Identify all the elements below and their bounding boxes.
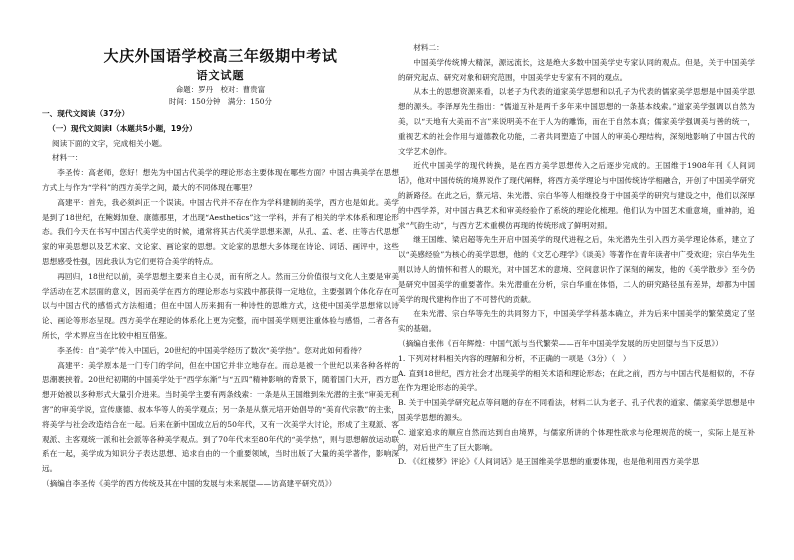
paragraph: 近代中国美学的现代转换，是在西方美学思想传入之后逐步完成的。王国维于1908年刊《人间词话》，他对中国传统的境界说作了现代阐释，将西方美学理论与中国传统诗学相融合，开创了中国美学研究的新路径。在此之后，蔡元培、朱光潜、宗白华等人相继投身于中国美学的研究与建设之中，他们以深厚的中西学养，对中国古典艺术和审美经验作了系统的理论化梳理。他们认为中国艺术重意境，重神韵，追求“气韵生动”，与西方艺术重模仿再现的传统形成了鲜明对照。 bbox=[398, 161, 755, 230]
source-citation: （摘编自李圣传《美学的西方传统及其在中国的发展与未来展望——访高建平研究员》） bbox=[42, 478, 337, 488]
exam-title: 大庆外国语学校高三年级期中考试 bbox=[103, 47, 338, 65]
exam-time-score: 时间：150分钟 满分：150分 bbox=[169, 96, 272, 106]
section-heading: 一、现代文阅读（37分） bbox=[42, 109, 130, 118]
left-column bbox=[42, 40, 399, 492]
material-label: 材料一： bbox=[52, 153, 83, 163]
paragraph: 高建平：美学原本是一门专门的学问，但在中国它并非立地存在。而总是被一个世纪以来各种各样的思潮裹挟着。20世纪初期的中国美学处于“西学东渐”与“五四”精神影响的背景下，随着国门大开，西方思想开始被以多种形式大量引介进来。当时美学主要有两条线索：一条是从王国维到朱光潜的主张“审美无利害”的审美学说，宣传康德、叔本华等人的美学观点；另一条是从蔡元培开始倡导的“美育代宗教”的主张，将美学与社会改造结合在一起。后来在新中国成立后的50年代，又有一次美学大讨论，形成了主观派、客观派、主客观统一派和社会派等各种美学观点。到了70年代末至80年代的“美学热”，则与思想解放运动联系在一起，美学成为知识分子表达思想、追求自由的一个重要领域，当时出版了大量的美学著作，影响深远。 bbox=[42, 360, 399, 474]
paragraph: 从本土的思想资源来看，以老子为代表的道家美学思想和以孔子为代表的儒家美学思想是中国美学思想的源头。李泽厚先生指出：“儒道互补是两千多年来中国思想的一条基本线索。”道家美学强调以自然为美，以“天地有大美而不言”来说明美不在于人为的雕饰，而在于自然本真；儒家美学强调美与善的统一，重视艺术的社会作用与道德教化功能，二者共同塑造了中国人的审美心理结构，深刻地影响了中国古代的文学艺术创作。 bbox=[398, 87, 755, 156]
paragraph: 在朱光潜、宗白华等先生的共同努力下，中国美学学科基本确立，并为后来中国美学的繁荣奠定了坚实的基础。 bbox=[398, 309, 755, 334]
reading-instruction: 阅读下面的文字，完成相关小题。 bbox=[52, 138, 167, 148]
subsection-heading: （一）现代文阅读Ⅰ（本题共5小题，19分） bbox=[48, 123, 197, 133]
paragraph: 李圣传：高老师，您好！想先为中国古代美学的理论形态主要体现在哪些方面？中国古典美学在思想方式上与作为“学科”的西方美学之间，最大的不同体现在哪里？ bbox=[42, 168, 399, 192]
option-a: A. 直到18世纪，西方社会才出现美学的相关术语和理论形态；在此之前，西方与中国古代是相似的，不存在作为理论形态的美学。 bbox=[398, 368, 755, 393]
paragraph: 高建平：首先，我必须纠正一个误读。中国古代并不存在作为学科建制的美学，西方也是如此。美学是到了18世纪，在鲍姆加登、康德那里，才出现“Aesthetics”这一学科，并有了相关的学术体系和理论形态。我们今天在书写中国古代美学史的时候，通常将其古代美学思想来源，从孔、孟、老、庄等古代思想家的审美思想以及艺术家、文论家、画论家的思想。文论家的思想大多体现在诗论、词话、画评中，这些思想感受性强，因此我认为它们更符合美学的特点。 bbox=[42, 197, 399, 266]
material-label: 材料二： bbox=[413, 43, 444, 52]
exam-subtitle: 语文试题 bbox=[196, 69, 245, 82]
paragraph: 中国美学传统博大精深，源远流长，这是绝大多数中国美学史专家认同的观点。但是，关于中国美学的研究起点、研究对象和研究范围，中国美学史专家有不同的观点。 bbox=[398, 57, 755, 82]
right-column bbox=[398, 41, 755, 470]
option-d: D. 《《红楼梦》评论》《人间词话》是王国维美学思想的重要体现，也是他利用西方美学思 bbox=[398, 457, 700, 467]
source-citation: （摘编自张伟《百年辉煌：中国气派与当代繁荣——百年中国美学发展的历史回望与当下反思》） bbox=[398, 338, 723, 348]
exam-authors: 命题：罗丹 校对：曹贵富 bbox=[175, 85, 266, 94]
option-c: C. 道家追求的顺应自然而达到自由境界，与儒家所讲的个体理性欲求与伦理规范的统一，实际上是互补的，对后世产生了巨大影响。 bbox=[398, 427, 755, 452]
paragraph: 继王国维、梁启超等先生开启中国美学的现代进程之后，朱光潜先生引入西方美学理论体系，建立了以“美感经验”为核心的美学思想，他的《文艺心理学》《谈美》等著作在青年读者中广受欢迎；宗白华先生则以诗人的情怀和哲人的眼光，对中国艺术的意境、空间意识作了深刻的阐发，他的《美学散步》至今仍是研究中国美学的重要著作。朱光潜重在分析，宗白华重在体悟，二人的研究路径虽有差异，却都为中国美学的现代建构作出了不可替代的贡献。 bbox=[398, 235, 755, 304]
paragraph: 李圣传：自“美学”传入中国后，20世纪的中国美学经历了数次“美学热”。您对此如何看待？ bbox=[57, 345, 366, 355]
option-b: B. 关于中国美学研究起点等问题的存在不同看法，材料二认为老子、孔子代表的道家、儒家美学思想是中国美学思想的源头。 bbox=[398, 398, 755, 422]
question-stem: 1. 下列对材料相关内容的理解和分析，不正确的一项是（3分）（ ） bbox=[398, 353, 631, 363]
paragraph: 再回归，18世纪以前，美学思想主要来自主心灵，而有所之人。然而三分价值很与文化人主要是审美学活动在艺术层面的意义，因而美学在西方的理论形态与实践中都获得一定地位，主要强调个体化存在可以与中国古代的感悟式方法相通；但在中国人历来拥有一种诗性的思维方式，这使中国美学思想常以诗论、画论等形态呈现。西方美学在理论的体系化上更为完整，而中国美学则更注重体验与感悟，二者各有所长，学术界应当在比较中相互借鉴。 bbox=[42, 271, 399, 340]
